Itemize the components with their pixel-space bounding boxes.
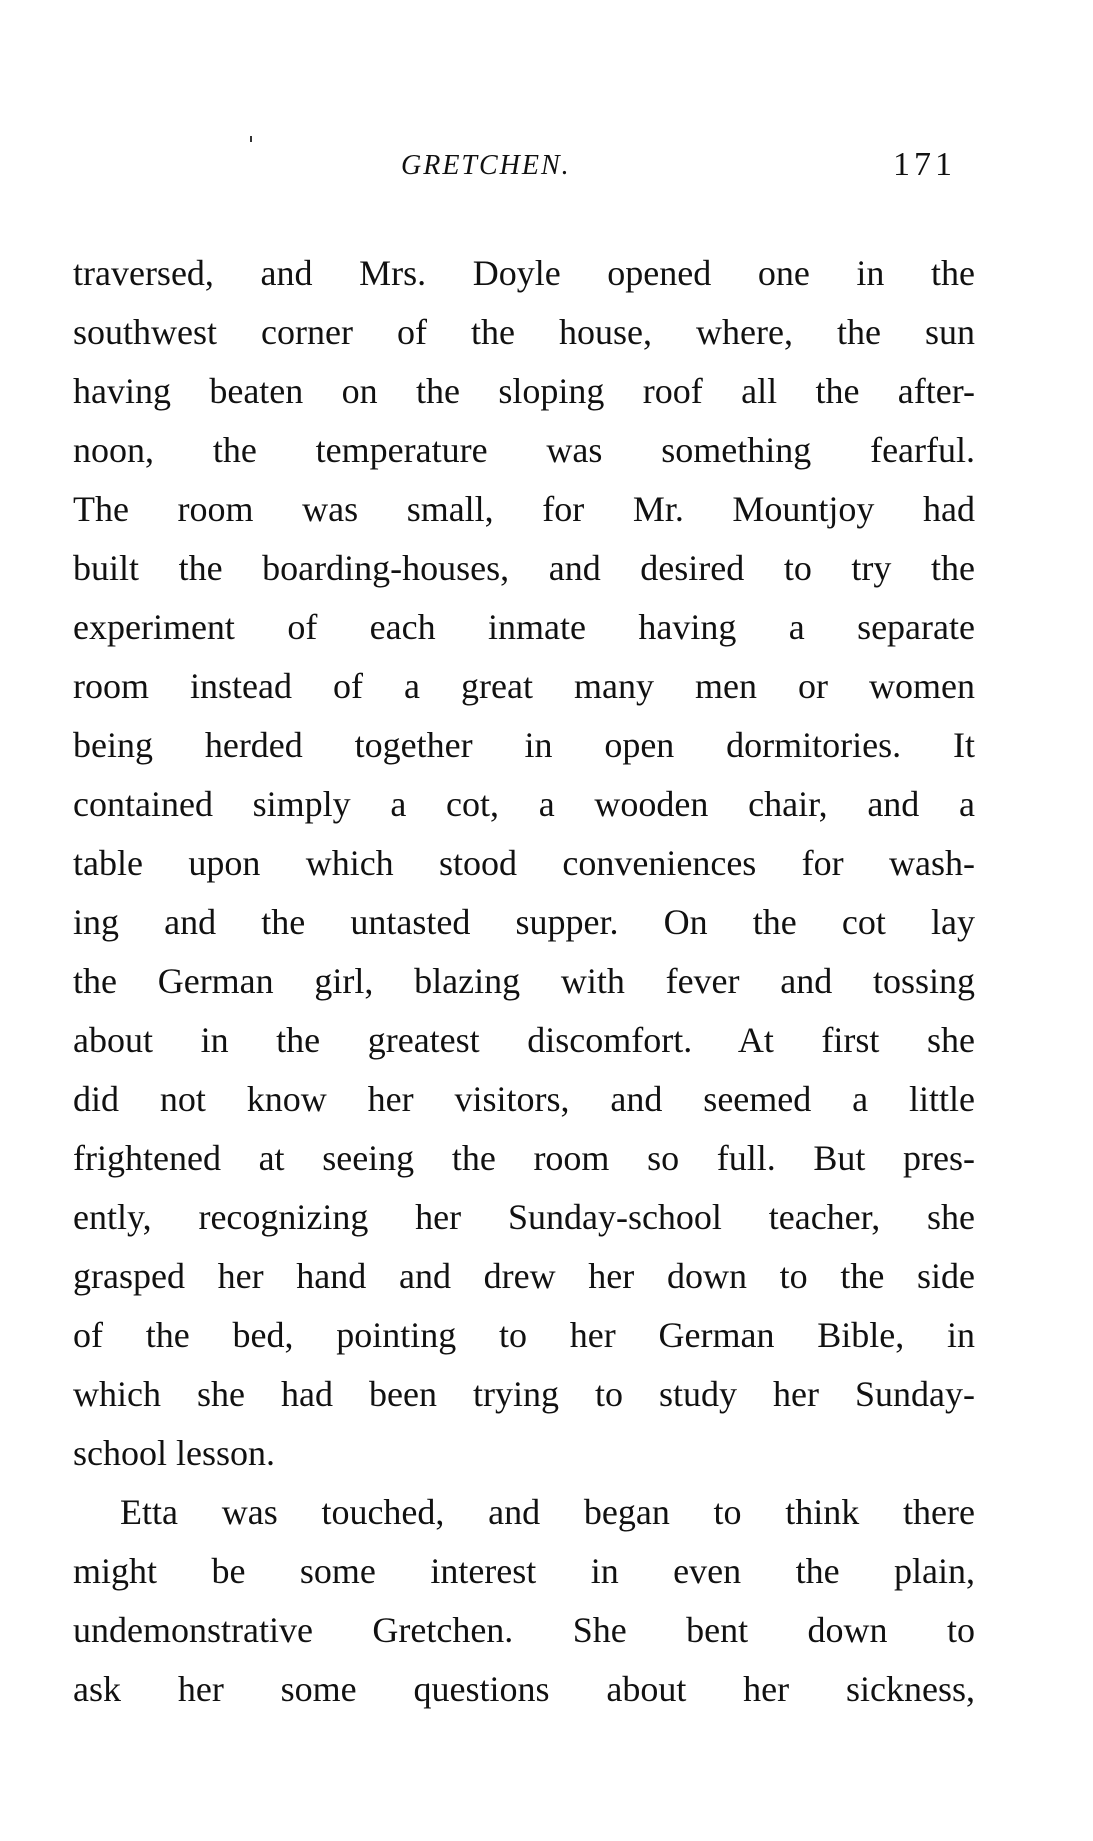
scan-speck bbox=[250, 136, 252, 142]
text-line: of the bed, pointing to her German Bible, in bbox=[73, 1315, 975, 1355]
text-line: school lesson. bbox=[73, 1433, 275, 1473]
text-line: ently, recognizing her Sunday-school teacher, she bbox=[73, 1197, 975, 1237]
text-line: table upon which stood conveniences for wash- bbox=[73, 843, 975, 883]
page-number: 171 bbox=[893, 146, 956, 183]
text-line: built the boarding-houses, and desired to try the bbox=[73, 548, 975, 588]
text-line: contained simply a cot, a wooden chair, and a bbox=[73, 784, 975, 824]
text-line: having beaten on the sloping roof all the after- bbox=[73, 371, 975, 411]
text-line: undemonstrative Gretchen. She bent down to bbox=[73, 1610, 975, 1650]
text-line: did not know her visitors, and seemed a little bbox=[73, 1079, 975, 1119]
text-line: ing and the untasted supper. On the cot lay bbox=[73, 902, 975, 942]
running-title: GRETCHEN. bbox=[401, 150, 571, 181]
text-line: might be some interest in even the plain, bbox=[73, 1551, 975, 1591]
text-line: southwest corner of the house, where, the sun bbox=[73, 312, 975, 352]
text-line: being herded together in open dormitories. It bbox=[73, 725, 975, 765]
text-line: noon, the temperature was something fearful. bbox=[73, 430, 975, 470]
text-line: ask her some questions about her sickness, bbox=[73, 1669, 975, 1709]
text-line: grasped her hand and drew her down to the side bbox=[73, 1256, 975, 1296]
text-line: The room was small, for Mr. Mountjoy had bbox=[73, 489, 975, 529]
text-line: Etta was touched, and began to think there bbox=[120, 1492, 975, 1532]
text-line: the German girl, blazing with fever and tossing bbox=[73, 961, 975, 1001]
text-line: room instead of a great many men or women bbox=[73, 666, 975, 706]
body-text bbox=[73, 244, 975, 1719]
text-line: about in the greatest discomfort. At first she bbox=[73, 1020, 975, 1060]
text-line: experiment of each inmate having a separate bbox=[73, 607, 975, 647]
text-line: frightened at seeing the room so full. But pres- bbox=[73, 1138, 975, 1178]
text-line: traversed, and Mrs. Doyle opened one in the bbox=[73, 253, 975, 293]
text-line: which she had been trying to study her Sunday- bbox=[73, 1374, 975, 1414]
